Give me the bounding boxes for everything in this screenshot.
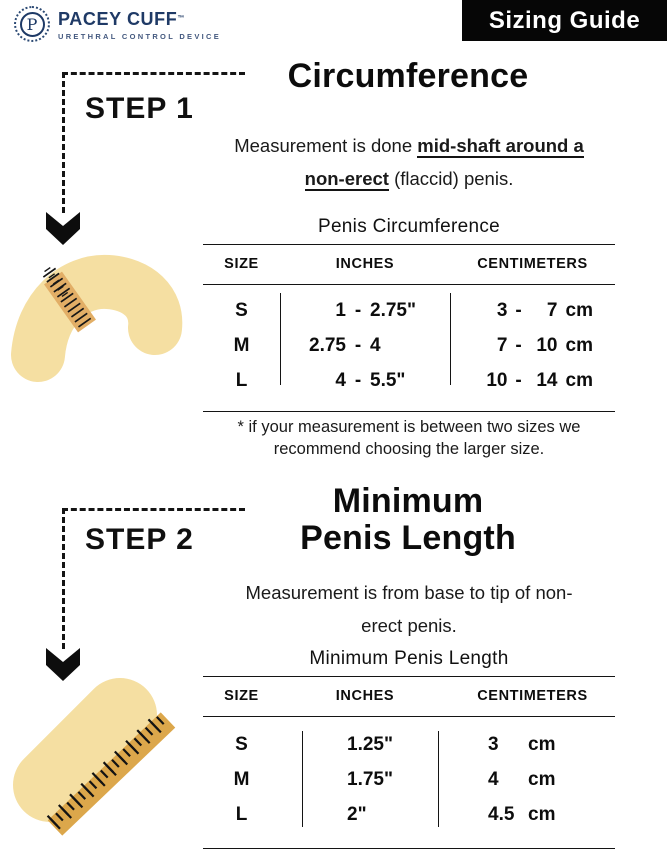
step1-down-arrow-icon bbox=[46, 212, 80, 245]
description-emphasis: mid-shaft around a bbox=[417, 135, 584, 156]
range-from: 2.75 bbox=[309, 334, 346, 356]
range-from: 10 bbox=[486, 369, 508, 391]
column-divider bbox=[302, 731, 303, 827]
inches-cell: 2" bbox=[347, 803, 367, 825]
col-header-centimeters: CENTIMETERS bbox=[477, 256, 588, 272]
table-body bbox=[203, 285, 615, 412]
circumference-table bbox=[203, 216, 615, 412]
description-line bbox=[194, 129, 624, 162]
title-line: Minimum bbox=[332, 482, 484, 520]
description-line: erect penis. bbox=[361, 615, 457, 636]
circumference-description bbox=[194, 129, 624, 195]
centimeters-cell bbox=[450, 734, 615, 756]
description-text: (flaccid) penis. bbox=[388, 168, 514, 189]
circumference-title: Circumference bbox=[287, 57, 529, 95]
brand-name bbox=[58, 10, 221, 28]
footnote-line: * if your measurement is between two sizes we bbox=[237, 418, 581, 436]
size-cell: M bbox=[233, 768, 250, 790]
centimeters-cell bbox=[450, 370, 615, 392]
column-divider bbox=[450, 293, 451, 385]
inches-cell: 1.25" bbox=[347, 733, 393, 755]
description-emphasis: non-erect bbox=[304, 168, 389, 189]
size-cell: S bbox=[235, 733, 248, 755]
table-row-large bbox=[203, 363, 615, 398]
brand-text bbox=[58, 6, 221, 41]
description-line: Measurement is from base to tip of non- bbox=[245, 582, 573, 603]
cm-value: 4.5 bbox=[488, 803, 515, 825]
table-row-large bbox=[203, 797, 615, 832]
range-to: 5.5" bbox=[370, 369, 406, 391]
col-header-size: SIZE bbox=[224, 688, 259, 704]
range-dash: - bbox=[354, 299, 362, 321]
col-header-size: SIZE bbox=[224, 256, 259, 272]
unit-label: cm bbox=[528, 733, 556, 755]
length-description bbox=[194, 576, 624, 642]
step2-dashed-line-vertical bbox=[62, 508, 65, 649]
table-title: Minimum Penis Length bbox=[203, 648, 615, 677]
range-to: 4 bbox=[370, 334, 381, 356]
size-cell: L bbox=[235, 369, 248, 391]
table-row-medium bbox=[203, 762, 615, 797]
size-cell: L bbox=[235, 803, 248, 825]
inches-cell bbox=[280, 370, 450, 392]
centimeters-cell bbox=[450, 804, 615, 826]
range-from: 7 bbox=[496, 334, 508, 356]
sizing-footnote bbox=[194, 417, 624, 460]
trademark-symbol: ™ bbox=[177, 15, 185, 22]
range-dash: - bbox=[354, 334, 362, 356]
centimeters-cell bbox=[450, 335, 615, 357]
range-to: 2.75" bbox=[370, 299, 416, 321]
length-measure-illustration bbox=[10, 672, 195, 862]
unit-label: cm bbox=[565, 369, 593, 391]
inches-cell bbox=[280, 300, 450, 322]
title-line: Penis Length bbox=[300, 519, 516, 557]
centimeters-cell bbox=[450, 300, 615, 322]
col-header-inches: INCHES bbox=[335, 256, 395, 272]
circumference-measure-illustration bbox=[8, 250, 193, 392]
size-cell: M bbox=[233, 334, 250, 356]
range-from: 1 bbox=[335, 299, 346, 321]
description-line bbox=[194, 162, 624, 195]
table-row-medium bbox=[203, 328, 615, 363]
cm-value: 4 bbox=[488, 768, 499, 790]
cm-value: 3 bbox=[488, 733, 499, 755]
minimum-length-title bbox=[190, 483, 626, 557]
range-to: 7 bbox=[546, 299, 558, 321]
range-dash: - bbox=[515, 299, 522, 321]
range-from: 4 bbox=[335, 369, 346, 391]
range-to: 14 bbox=[536, 369, 558, 391]
step1-dashed-line-vertical bbox=[62, 72, 65, 213]
brand-logo bbox=[14, 6, 221, 42]
unit-label: cm bbox=[528, 768, 556, 790]
range-dash: - bbox=[354, 369, 362, 391]
inches-cell bbox=[280, 335, 450, 357]
range-from: 3 bbox=[496, 299, 508, 321]
table-title: Penis Circumference bbox=[203, 216, 615, 245]
footnote-line: recommend choosing the larger size. bbox=[273, 439, 545, 458]
range-dash: - bbox=[515, 334, 522, 356]
inches-cell: 1.75" bbox=[347, 768, 393, 790]
unit-label: cm bbox=[528, 803, 556, 825]
unit-label: cm bbox=[565, 299, 593, 321]
col-header-inches: INCHES bbox=[335, 688, 395, 704]
sizing-guide-badge: Sizing Guide bbox=[462, 0, 667, 41]
table-row-small bbox=[203, 727, 615, 762]
description-text: Measurement is done bbox=[234, 135, 418, 156]
step1-label: STEP 1 bbox=[85, 92, 194, 125]
brand-tagline: URETHRAL CONTROL DEVICE bbox=[58, 32, 222, 41]
col-header-centimeters: CENTIMETERS bbox=[477, 688, 588, 704]
step2-label: STEP 2 bbox=[85, 523, 194, 556]
brand-name-text: PACEY CUFF bbox=[58, 9, 178, 29]
logo-monogram: P bbox=[20, 12, 45, 37]
table-body bbox=[203, 717, 615, 849]
unit-label: cm bbox=[565, 334, 593, 356]
column-divider bbox=[280, 293, 281, 385]
table-header-row bbox=[203, 677, 615, 717]
length-table bbox=[203, 648, 615, 849]
table-row-small bbox=[203, 293, 615, 328]
centimeters-cell bbox=[450, 769, 615, 791]
logo-seal-icon bbox=[14, 6, 50, 42]
table-header-row bbox=[203, 245, 615, 285]
column-divider bbox=[438, 731, 439, 827]
size-cell: S bbox=[235, 299, 248, 321]
range-to: 10 bbox=[536, 334, 558, 356]
range-dash: - bbox=[515, 369, 522, 391]
